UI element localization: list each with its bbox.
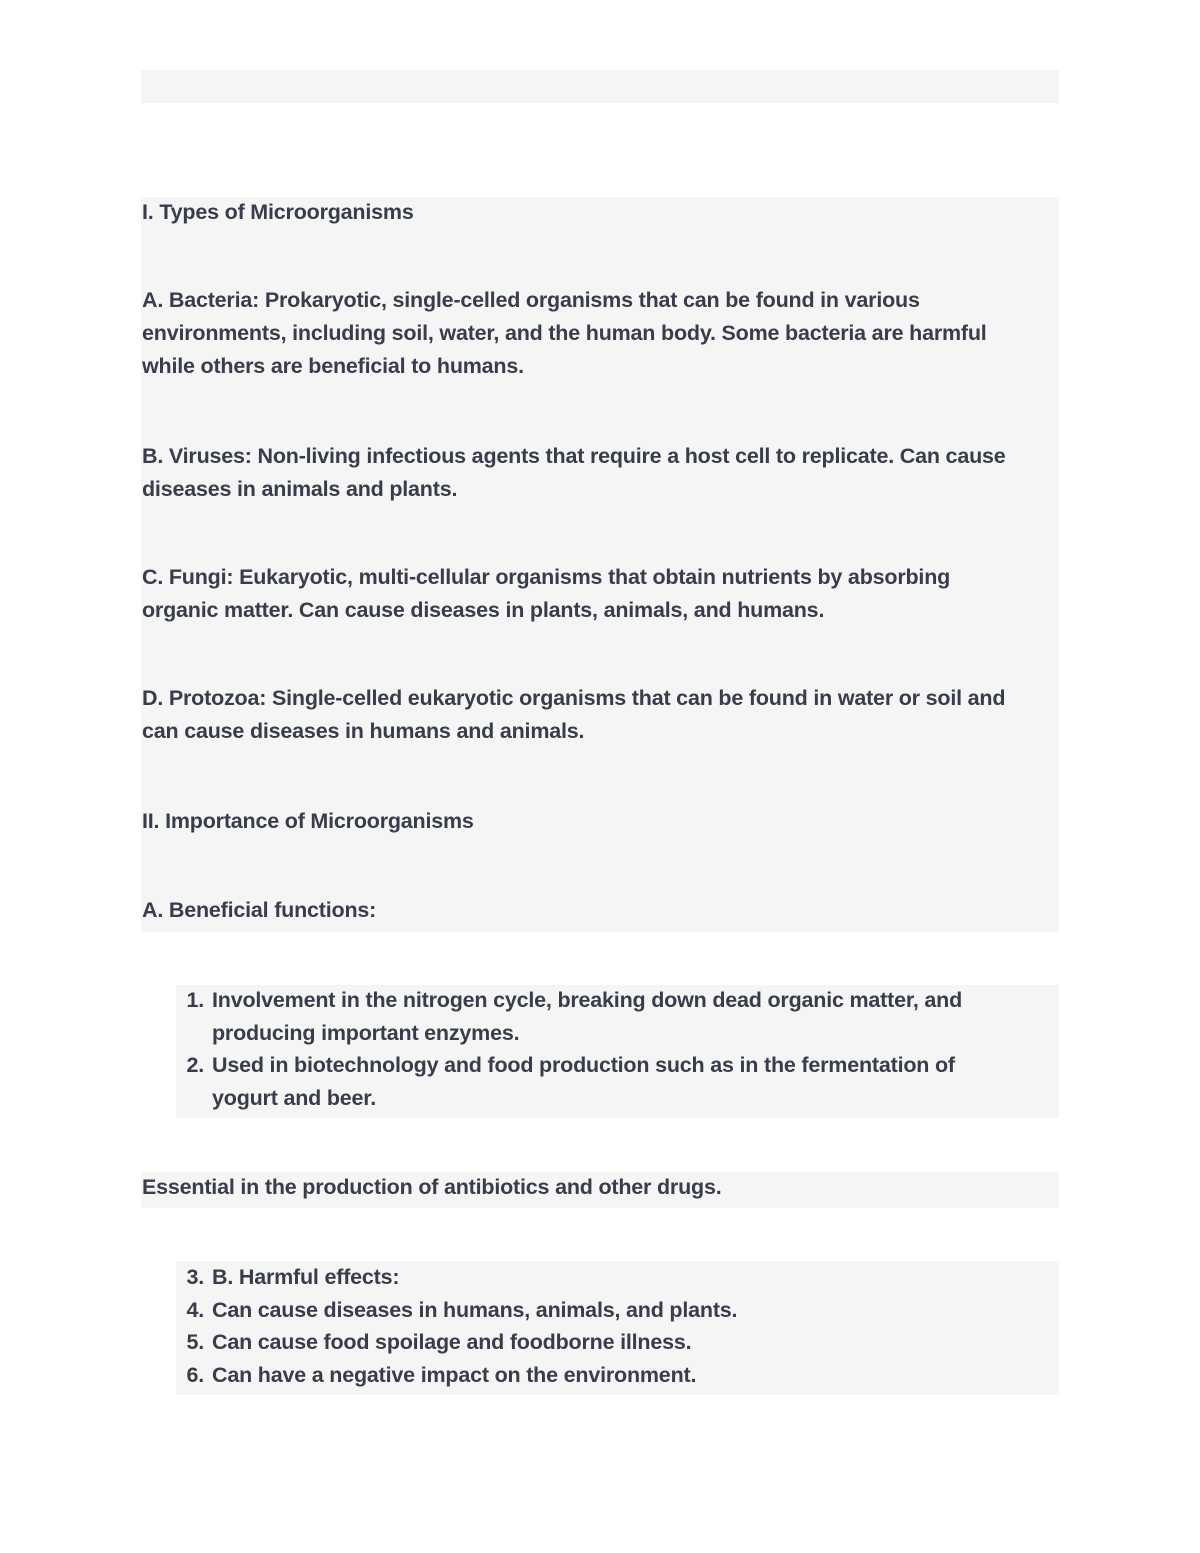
list-item-text: B. Harmful effects: <box>212 1265 400 1289</box>
list-item-number: 3. <box>186 1265 204 1289</box>
list-item-number: 6. <box>186 1363 204 1387</box>
list-item-text: Can cause food spoilage and foodborne illness. <box>212 1330 692 1354</box>
bacteria-line: while others are beneficial to humans. <box>142 354 524 378</box>
list-item-line: producing important enzymes. <box>212 1021 520 1045</box>
antibiotics-paragraph: Essential in the production of antibiotics and other drugs. <box>142 1175 722 1199</box>
bacteria-paragraph <box>142 284 1054 383</box>
list-item-number: 1. <box>186 988 204 1012</box>
protozoa-line: D. Protozoa: Single-celled eukaryotic organisms that can be found in water or soil and <box>142 686 1006 710</box>
list-item-line: Involvement in the nitrogen cycle, breaking down dead organic matter, and <box>212 988 963 1012</box>
importance-heading: II. Importance of Microorganisms <box>142 809 474 833</box>
fungi-line: organic matter. Can cause diseases in plants, animals, and humans. <box>142 598 825 622</box>
list-item-number: 2. <box>186 1053 204 1077</box>
beneficial-heading: A. Beneficial functions: <box>142 898 377 922</box>
list-item-text: Can have a negative impact on the environment. <box>212 1363 697 1387</box>
fungi-line: C. Fungi: Eukaryotic, multi-cellular organisms that obtain nutrients by absorbing <box>142 565 951 589</box>
viruses-line: B. Viruses: Non-living infectious agents that require a host cell to replicate. Can cause <box>142 444 1006 468</box>
list-item-text <box>212 984 962 1050</box>
viruses-line: diseases in animals and plants. <box>142 477 458 501</box>
list-item-text: Can cause diseases in humans, animals, and plants. <box>212 1298 738 1322</box>
fungi-paragraph <box>142 561 1054 627</box>
header-band <box>141 70 1059 103</box>
viruses-paragraph <box>142 440 1054 506</box>
list-item-number: 5. <box>186 1330 204 1354</box>
protozoa-line: can cause diseases in humans and animals. <box>142 719 585 743</box>
list-item-line: yogurt and beer. <box>212 1086 377 1110</box>
list-item-number: 4. <box>186 1298 204 1322</box>
list-item-line: Used in biotechnology and food production such as in the fermentation of <box>212 1053 955 1077</box>
protozoa-paragraph <box>142 682 1054 748</box>
types-heading: I. Types of Microorganisms <box>142 200 414 224</box>
bacteria-line: environments, including soil, water, and the human body. Some bacteria are harmful <box>142 321 987 345</box>
bacteria-line: A. Bacteria: Prokaryotic, single-celled organisms that can be found in various <box>142 288 920 312</box>
list-item-text <box>212 1049 955 1115</box>
